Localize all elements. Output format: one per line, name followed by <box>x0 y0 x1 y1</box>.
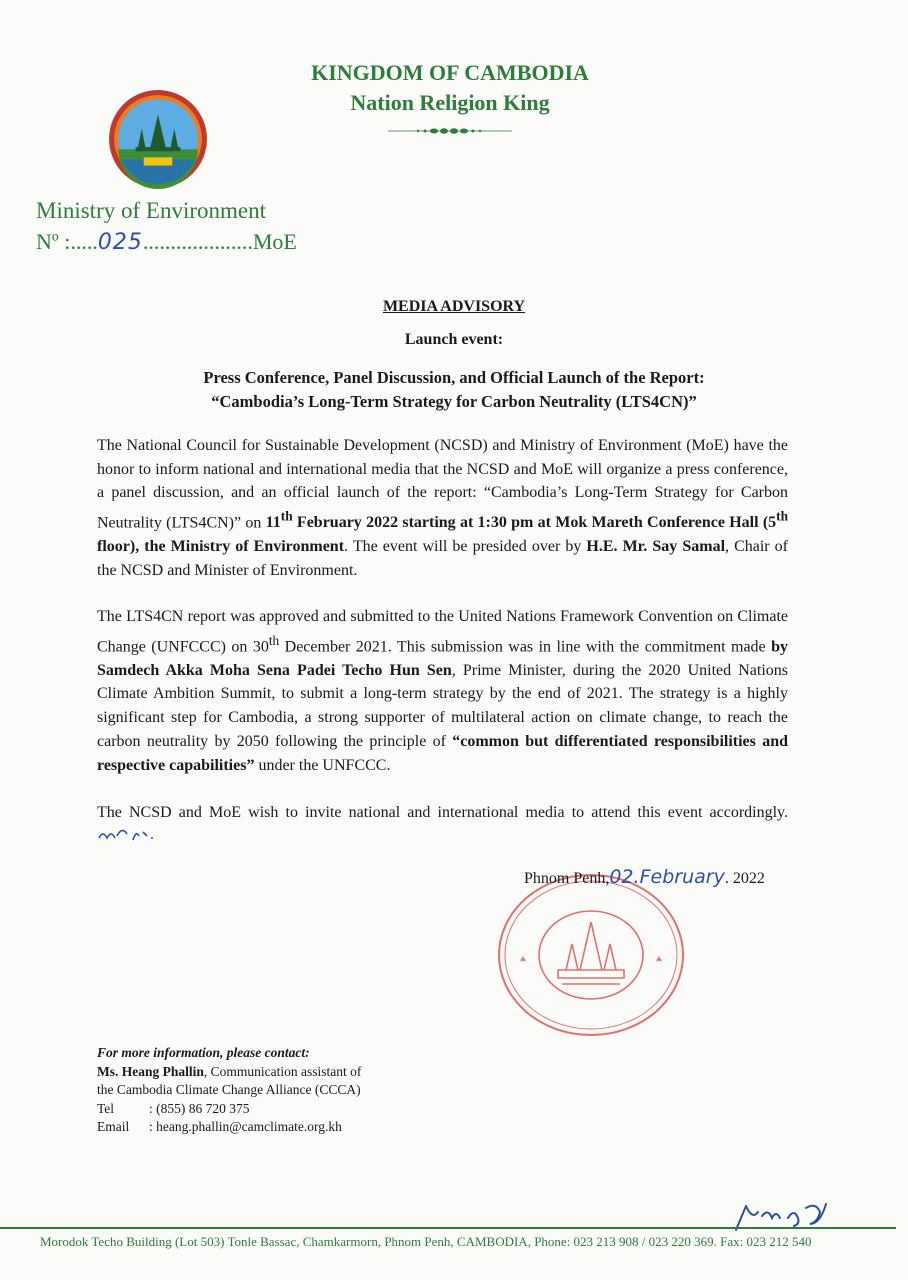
document-heading: MEDIA ADVISORY <box>382 298 526 315</box>
date-place: Phnom Penh, <box>524 870 610 887</box>
p1-presider: H.E. Mr. Say Samal <box>586 538 726 556</box>
p1-event-datetime: 11th February 2022 starting at 1:30 pm at Mok Mareth Conference Hall (5th floor), the Ministry of Environment <box>97 509 789 556</box>
kingdom-text: KINGDOM OF CAMBODIA <box>311 60 589 85</box>
date-day: 02 <box>609 866 634 888</box>
number-prefix: Nº : <box>36 229 71 254</box>
motto-text: Nation Religion King <box>350 90 550 115</box>
event-subject <box>120 366 788 414</box>
letterhead-title <box>280 58 620 118</box>
handwritten-number: 025 <box>97 230 143 255</box>
p2-prime-minister: by Samdech Akka Moha Sena Padei Techo Hun Sen <box>97 638 788 679</box>
p1-text-c: , Chair of the NCSD and Minister of Environment. <box>97 538 789 579</box>
p2-text-d: under the UNFCCC. <box>254 756 391 774</box>
paragraph-2: The LTS4CN report was approved and submitted to the United Nations Framework Convention on Climate Change (UNFCCC) on 30th December 2021. This submission was in line with the commitment made by Samdech Akka Moha Sena Padei Techo Hun Sen, Prime Minister, during the 2020 United Nations Climate Ambition Summit, to submit a long-term strategy by the end of 2021. The strategy is a highly significant step for Cambodia, a strong supporter of multilateral action on climate change, to reach the carbon neutrality by 2050 following the principle of “common but differentiated responsibilities and respective capabilities” under the UNFCCC. <box>97 608 789 774</box>
tel-label: Tel <box>97 1100 115 1116</box>
contact-block <box>97 1044 361 1137</box>
subject-line-1: Press Conference, Panel Discussion, and Official Launch of the Report: <box>203 368 705 387</box>
date-month: February <box>639 866 725 888</box>
contact-role-a: , Communication assistant of <box>203 1063 362 1079</box>
date-line: Phnom Penh,02.February. 2022 <box>524 866 765 888</box>
footer-address: Morodok Techo Building (Lot 503) Tonle Bassac, Chamkarmorn, Phnom Penh, CAMBODIA, Phone: 023 213 908 / 023 220 369. Fax: 023 212 540 <box>40 1234 812 1249</box>
contact-name: Ms. Heang Phallin <box>97 1063 204 1079</box>
tel-value: : (855) 86 720 375 <box>149 1100 250 1116</box>
subject-line-2: “Cambodia’s Long-Term Strategy for Carbon Neutrality (LTS4CN)” <box>211 392 697 411</box>
paragraph-3 <box>97 801 788 848</box>
launch-label: Launch event: <box>404 331 504 348</box>
handwritten-initials-icon <box>97 826 157 844</box>
contact-title: For more information, please contact: <box>97 1045 310 1060</box>
email-value: : heang.phallin@camclimate.org.kh <box>149 1119 342 1134</box>
email-label: Email <box>97 1119 130 1134</box>
p2-text-b: December 2021. This submission was in line with the commitment made <box>279 638 772 656</box>
number-suffix: MoE <box>252 229 297 254</box>
p2-principle: “common but differentiated responsibilities and respective capabilities” <box>97 732 788 774</box>
reference-number: Nº :.....025....................MoE <box>36 229 297 255</box>
ministry-name: Ministry of Environment <box>36 198 266 223</box>
ornament-divider-icon <box>388 127 512 135</box>
p2-text-a: The LTS4CN report was approved and submitted to the United Nations Framework Convention on Climate Change (UNFCCC) on 30 <box>97 608 788 656</box>
footer-divider <box>0 1227 896 1229</box>
p3-text: The NCSD and MoE wish to invite national and international media to attend this event accordingly. <box>97 804 788 821</box>
p1-text-b: . The event will be presided over by <box>344 538 587 556</box>
p2-text-c: , Prime Minister, during the 2020 United Nations Climate Ambition Summit, to submit a long-term strategy by the end of 2021. The strategy is a highly significant step for Cambodia, a strong supporter of multilateral action on climate change, to reach the carbon neutrality by 2050 following the principle of <box>97 661 789 750</box>
official-seal-icon <box>496 872 686 1038</box>
date-year: . 2022 <box>724 870 765 887</box>
ministry-logo-icon <box>107 88 209 190</box>
p1-text-a: The National Council for Sustainable Development (NCSD) and Ministry of Environment (MoE) have the honor to inform national and international media that the NCSD and MoE will organize a press conference, a panel discussion, and an official launch of the report: “Cambodia’s Long-Term Strategy for Carbon Neutrality (LTS4CN)” on <box>97 437 788 532</box>
contact-role-b: the Cambodia Climate Change Alliance (CCCA) <box>97 1082 361 1097</box>
paragraph-1 <box>97 434 788 583</box>
